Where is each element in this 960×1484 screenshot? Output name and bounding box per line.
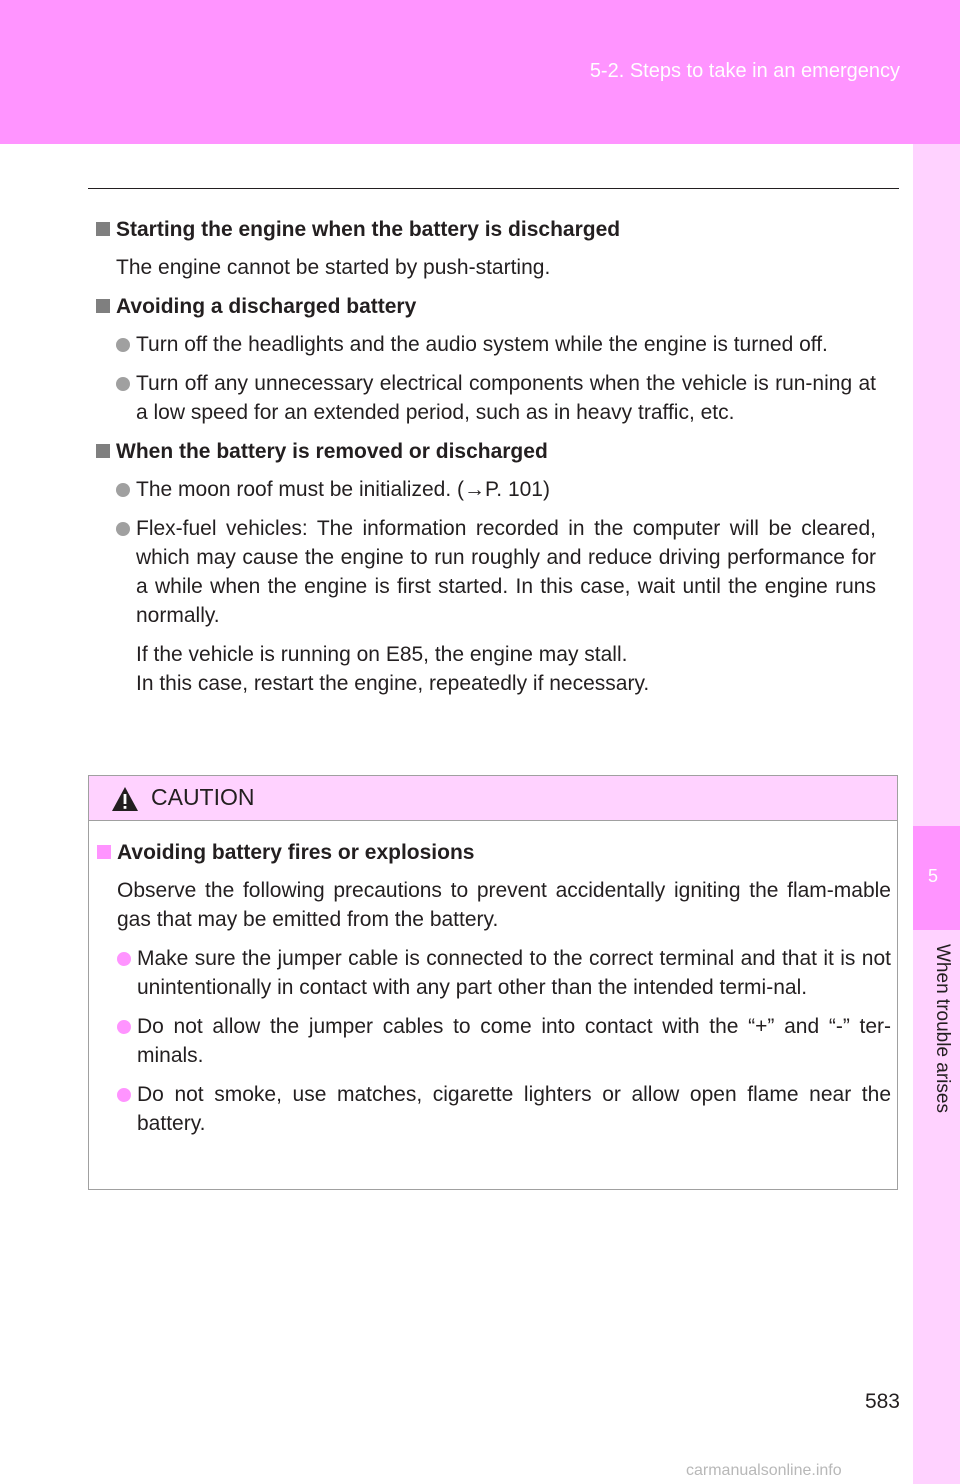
chapter-title: 5-2. Steps to take in an emergency: [589, 60, 900, 82]
round-bullet-icon: [117, 1020, 131, 1034]
list-item: Do not smoke, use matches, cigarette lighters or allow open flame near the battery.: [117, 1080, 891, 1138]
page-number: 583: [864, 1390, 900, 1413]
caution-heading: Avoiding battery fires or explosions: [97, 838, 891, 867]
round-bullet-icon: [116, 483, 130, 497]
caution-intro: Observe the following precautions to prevent accidentally igniting the flam-mable gas that may be emitted from the battery.: [117, 879, 891, 931]
e85-note: [136, 640, 876, 698]
list-item: The moon roof must be initialized. (→P. 101): [116, 475, 876, 504]
caution-box: [88, 775, 898, 1190]
list-item: Make sure the jumper cable is connected to the correct terminal and that it is not unintentionally in contact with any part other than the intended termi-nal.: [117, 944, 891, 1002]
header-divider: [88, 188, 899, 189]
caution-header: [89, 776, 897, 821]
chapter-tab-label: When trouble arises: [932, 944, 953, 1113]
caution-title: CAUTION: [151, 784, 255, 810]
caution-body: [97, 838, 891, 1148]
e85-note-line-1: If the vehicle is running on E85, the engine may stall.: [136, 643, 628, 666]
side-strip: [913, 144, 960, 1484]
list-item: Do not allow the jumper cables to come into contact with the “+” and “-” ter-minals.: [117, 1012, 891, 1070]
list-item: Turn off the headlights and the audio system while the engine is turned off.: [116, 330, 876, 359]
main-content: [96, 215, 876, 708]
list-item: Flex-fuel vehicles: The information recorded in the computer will be cleared, which may cause the engine to run roughly and reduce driving performance for a while when the engine is first started. In this case, wait until the engine runs normally.: [116, 514, 876, 630]
e85-note-line-2: In this case, restart the engine, repeatedly if necessary.: [136, 672, 650, 695]
square-bullet-icon: [96, 299, 110, 313]
round-bullet-icon: [116, 522, 130, 536]
square-bullet-icon: [96, 444, 110, 458]
square-bullet-icon: [97, 845, 111, 859]
list-item: Turn off any unnecessary electrical components when the vehicle is run-ning at a low speed for an extended period, such as in heavy traffic, etc.: [116, 369, 876, 427]
section-heading-avoiding: Avoiding a discharged battery: [96, 292, 876, 321]
warning-triangle-icon: [111, 786, 139, 812]
chapter-tab-number: 5: [927, 866, 938, 886]
watermark: carmanualsonline.info: [686, 1462, 842, 1479]
round-bullet-icon: [117, 952, 131, 966]
section-heading-starting: Starting the engine when the battery is discharged: [96, 215, 876, 244]
section-heading-removed: When the battery is removed or discharged: [96, 437, 876, 466]
round-bullet-icon: [116, 377, 130, 391]
page-header: [0, 0, 960, 144]
round-bullet-icon: [116, 338, 130, 352]
square-bullet-icon: [96, 222, 110, 236]
section-text-starting: The engine cannot be started by push-starting.: [116, 256, 551, 279]
round-bullet-icon: [117, 1088, 131, 1102]
